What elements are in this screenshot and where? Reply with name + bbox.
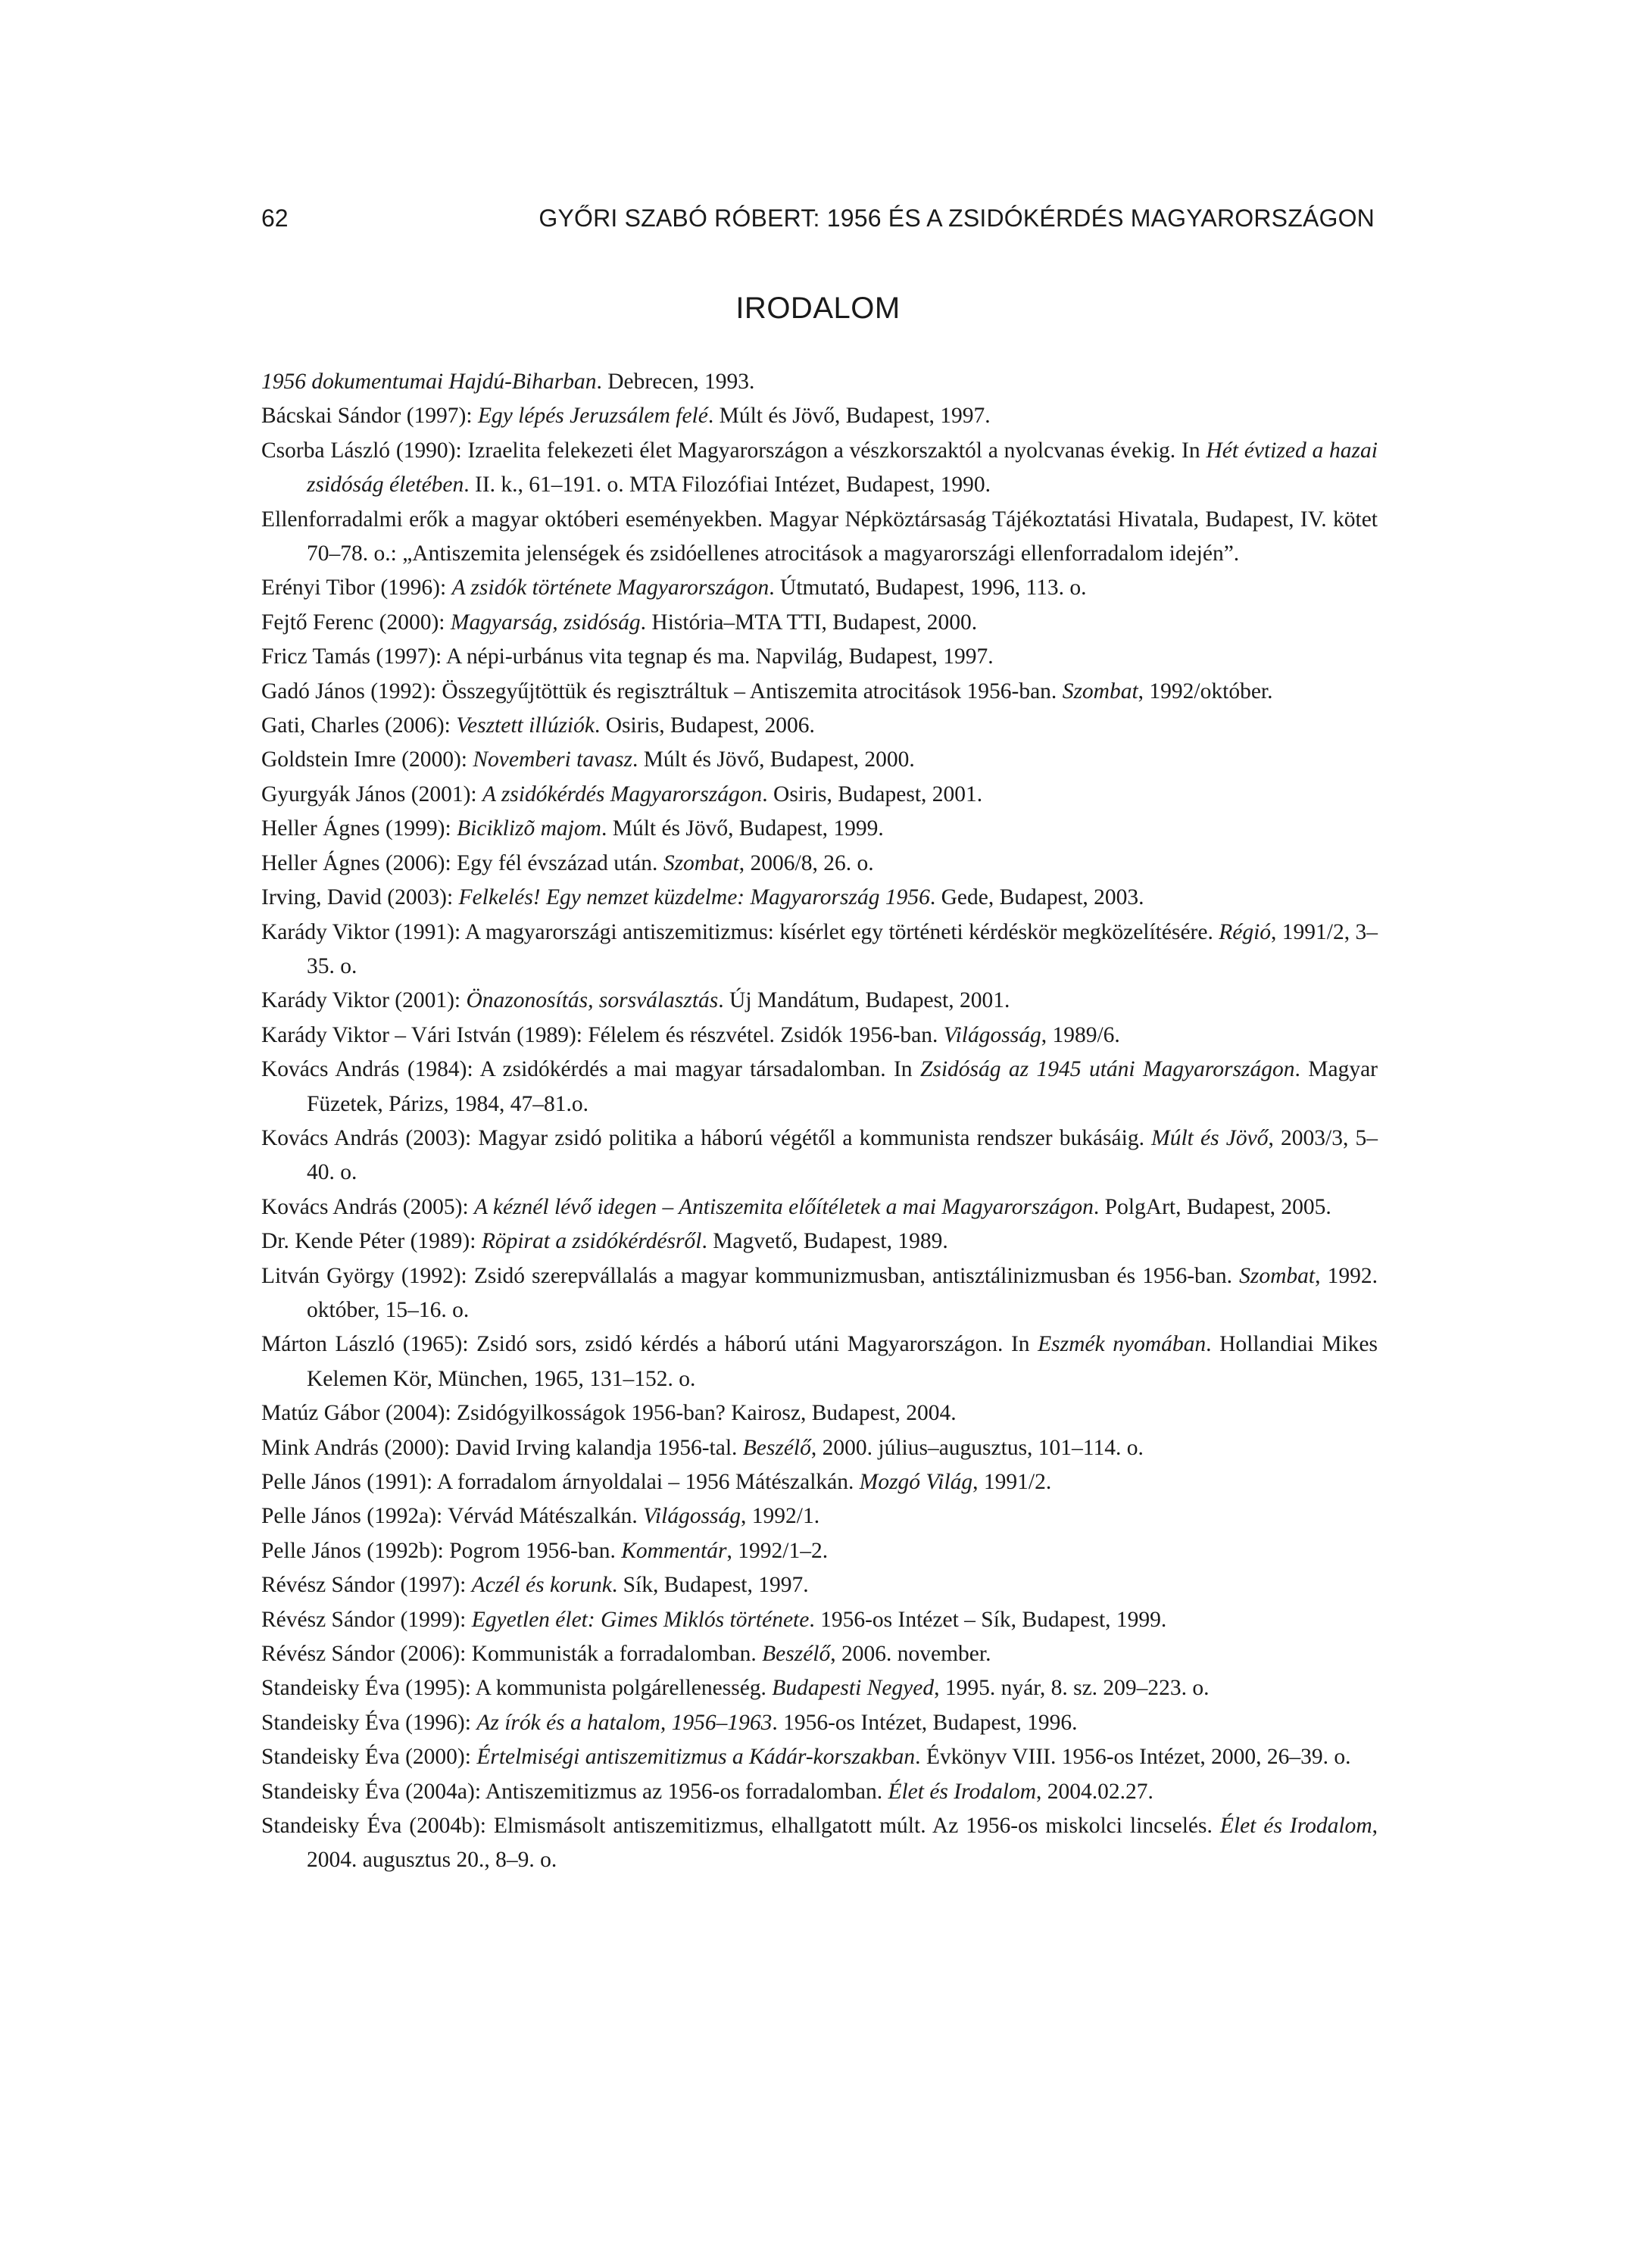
entry-title-italic: Mozgó Világ	[859, 1470, 973, 1494]
bibliography-entry	[261, 1603, 1378, 1637]
entry-text: Pelle János (1992a): Vérvád Mátészalkán.	[261, 1504, 644, 1529]
entry-text: Standeisky Éva (2004a): Antiszemitizmus az 1956-os forradalomban.	[261, 1779, 888, 1804]
entry-title-italic: Kommentár	[621, 1538, 727, 1563]
entry-title-italic: A zsidókérdés Magyarországon	[482, 781, 763, 806]
entry-title-italic: Szombat	[1239, 1263, 1316, 1288]
entry-text: . História–MTA TTI, Budapest, 2000.	[640, 610, 978, 635]
entry-text: Litván György (1992): Zsidó szerepvállalás a magyar kommunizmusban, antisztálinizmusban és 1956-ban.	[261, 1263, 1240, 1288]
entry-title-italic: Magyarság, zsidóság	[450, 610, 641, 635]
entry-title-italic: Egyetlen élet: Gimes Miklós története	[471, 1607, 810, 1632]
entry-title-italic: Beszélő	[762, 1642, 831, 1667]
bibliography-entry	[261, 1327, 1378, 1396]
entry-text: Révész Sándor (2006): Kommunisták a forradalomban.	[261, 1642, 763, 1667]
bibliography-entry	[261, 1224, 1378, 1259]
entry-text: . Új Mandátum, Budapest, 2001.	[718, 988, 1010, 1013]
bibliography-entry	[261, 1019, 1378, 1053]
bibliography-entry	[261, 812, 1378, 846]
entry-title-italic: Budapesti Negyed	[772, 1676, 935, 1701]
entry-title-italic: Eszmék nyomában	[1038, 1332, 1207, 1357]
entry-text: . Múlt és Jövő, Budapest, 2000.	[632, 747, 915, 772]
entry-text: . Osiris, Budapest, 2006.	[594, 713, 815, 738]
entry-text: . Múlt és Jövő, Budapest, 1997.	[707, 404, 991, 429]
entry-text: Bácskai Sándor (1997):	[261, 404, 478, 429]
entry-text: Standeisky Éva (2004b): Elmismásolt antiszemitizmus, elhallgatott múlt. Az 1956-os miskolci lincselés.	[261, 1814, 1220, 1839]
entry-title-italic: Szombat	[1062, 679, 1138, 703]
entry-text: , 1991/2, 3–35. o.	[307, 919, 1378, 978]
entry-text: Erényi Tibor (1996):	[261, 576, 452, 601]
entry-text: , 1992/október.	[1138, 679, 1273, 703]
entry-title-italic: Hét évtized a hazai zsidóság életében	[307, 438, 1378, 498]
bibliography-entry	[261, 1431, 1378, 1465]
bibliography-entry	[261, 916, 1378, 984]
entry-title-italic: Novemberi tavasz	[473, 747, 632, 772]
section-title: IRODALOM	[735, 292, 901, 325]
entry-text: . PolgArt, Budapest, 2005.	[1093, 1194, 1331, 1219]
bibliography-entry	[261, 1396, 1378, 1430]
entry-text: Pelle János (1991): A forradalom árnyoldalai – 1956 Mátészalkán.	[261, 1470, 860, 1494]
entry-text: Mink András (2000): David Irving kalandja 1956-tal.	[261, 1435, 743, 1460]
entry-text: , 2004. augusztus 20., 8–9. o.	[307, 1814, 1378, 1873]
bibliography-entry	[261, 1499, 1378, 1533]
entry-text: Standeisky Éva (1995): A kommunista polgárellenesség.	[261, 1676, 773, 1701]
entry-text: Dr. Kende Péter (1989):	[261, 1229, 482, 1254]
entry-title-italic: Világosság	[943, 1022, 1041, 1047]
entry-text: Irving, David (2003):	[261, 885, 459, 910]
bibliography-entry	[261, 640, 1378, 674]
bibliography-entry	[261, 847, 1378, 881]
entry-text: Pelle János (1992b): Pogrom 1956-ban.	[261, 1538, 622, 1563]
page-number: 62	[261, 204, 289, 232]
entry-text: Gadó János (1992): Összegyűjtöttük és regisztráltuk – Antiszemita atrocitások 1956-ban.	[261, 679, 1063, 703]
entry-title-italic: A zsidók története Magyarországon	[451, 576, 769, 601]
entry-text: Karády Viktor (2001):	[261, 988, 467, 1013]
entry-text: Révész Sándor (1999):	[261, 1607, 472, 1632]
entry-text: Fricz Tamás (1997): A népi-urbánus vita tegnap és ma. Napvilág, Budapest, 1997.	[261, 644, 994, 669]
entry-title-italic: Élet és Irodalom	[888, 1779, 1036, 1804]
entry-text: Karády Viktor – Vári István (1989): Félelem és részvétel. Zsidók 1956-ban.	[261, 1022, 944, 1047]
entry-text: , 1992/1–2.	[726, 1538, 829, 1563]
entry-text: , 1995. nyár, 8. sz. 209–223. o.	[934, 1676, 1210, 1701]
bibliography-entry	[261, 1190, 1378, 1224]
running-header	[261, 204, 1375, 241]
entry-title-italic: Szombat	[663, 850, 739, 875]
bibliography-entry	[261, 1465, 1378, 1499]
entry-text: . Útmutató, Budapest, 1996, 113. o.	[769, 576, 1087, 601]
entry-text: Fejtő Ferenc (2000):	[261, 610, 451, 635]
bibliography-entry	[261, 1706, 1378, 1740]
bibliography-entry	[261, 1809, 1378, 1878]
entry-title-italic: Élet és Irodalom	[1219, 1814, 1372, 1839]
entry-text: . Hollandiai Mikes Kelemen Kör, München, 1965, 131–152. o.	[307, 1332, 1378, 1391]
bibliography-entry	[261, 606, 1378, 640]
entry-title-italic: Aczél és korunk	[471, 1573, 612, 1598]
entry-text: Standeisky Éva (1996):	[261, 1710, 477, 1735]
entry-text: Révész Sándor (1997):	[261, 1573, 472, 1598]
bibliography-entry	[261, 1568, 1378, 1602]
entry-title-italic: Világosság	[643, 1504, 741, 1529]
entry-title-italic: Önazonosítás, sorsválasztás	[466, 988, 719, 1013]
entry-title-italic: Biciklizõ majom	[457, 816, 601, 841]
entry-text: . 1956-os Intézet, Budapest, 1996.	[772, 1710, 1078, 1735]
bibliography-entry	[261, 503, 1378, 572]
entry-text: Heller Ágnes (1999):	[261, 816, 457, 841]
entry-text: , 2004.02.27.	[1036, 1779, 1153, 1804]
bibliography-entry	[261, 434, 1378, 503]
bibliography-entry	[261, 881, 1378, 915]
entry-text: Matúz Gábor (2004): Zsidógyilkosságok 1956-ban? Kairosz, Budapest, 2004.	[261, 1401, 957, 1426]
bibliography-entry	[261, 778, 1378, 812]
entry-text: Heller Ágnes (2006): Egy fél évszázad után.	[261, 850, 663, 875]
bibliography-entry	[261, 984, 1378, 1018]
bibliography-entry	[261, 571, 1378, 605]
entry-text: , 2003/3, 5–40. o.	[307, 1125, 1378, 1185]
entry-text: . 1956-os Intézet – Sík, Budapest, 1999.	[809, 1607, 1167, 1632]
entry-text: . Gede, Budapest, 2003.	[929, 885, 1144, 910]
entry-text: Ellenforradalmi erők a magyar októberi eseményekben. Magyar Népköztársaság Tájékoztatási Hivatala, Budapest, IV. kötet 70–78. o.: „Antiszemita jelenségek és zsidóellenes atrocitások a magyarországi ellenforradalom idején”.	[261, 507, 1378, 566]
entry-title-italic: Régió	[1219, 919, 1272, 944]
running-title: GYŐRI SZABÓ RÓBERT: 1956 ÉS A ZSIDÓKÉRDÉS MAGYARORSZÁGON	[538, 204, 1375, 232]
entry-text: . II. k., 61–191. o. MTA Filozófiai Intézet, Budapest, 1990.	[464, 473, 991, 498]
entry-text: . Évkönyv VIII. 1956-os Intézet, 2000, 26–39. o.	[915, 1745, 1351, 1770]
entry-text: Gyurgyák János (2001):	[261, 781, 482, 806]
entry-text: , 2006/8, 26. o.	[738, 850, 874, 875]
entry-text: , 1989/6.	[1041, 1022, 1120, 1047]
entry-text: Márton László (1965): Zsidó sors, zsidó kérdés a háború utáni Magyarországon. In	[261, 1332, 1038, 1357]
entry-title-italic: A kéznél lévő idegen – Antiszemita előítéletek a mai Magyarországon	[474, 1194, 1094, 1219]
bibliography-entry	[261, 675, 1378, 709]
entry-text: Standeisky Éva (2000):	[261, 1745, 477, 1770]
entry-title-italic: Röpirat a zsidókérdésről	[481, 1229, 702, 1254]
bibliography-entry	[261, 1671, 1378, 1705]
entry-text: , 1991/2.	[972, 1470, 1052, 1494]
entry-text: . Magyar Füzetek, Párizs, 1984, 47–81.o.	[307, 1057, 1378, 1116]
entry-text: . Osiris, Budapest, 2001.	[762, 781, 983, 806]
entry-text: Goldstein Imre (2000):	[261, 747, 473, 772]
entry-title-italic: Beszélő	[742, 1435, 811, 1460]
bibliography-entry	[261, 1740, 1378, 1774]
entry-title-italic: Múlt és Jövő	[1151, 1125, 1269, 1150]
bibliography-entry	[261, 1122, 1378, 1190]
entry-title-italic: 1956 dokumentumai Hajdú-Biharban	[261, 370, 597, 394]
entry-title-italic: Zsidóság az 1945 utáni Magyarországon	[919, 1057, 1295, 1082]
entry-text: Kovács András (2003): Magyar zsidó politika a háború végétől a kommunista rendszer bukásáig.	[261, 1125, 1152, 1150]
bibliography-entry	[261, 743, 1378, 777]
entry-text: , 1992. október, 15–16. o.	[307, 1263, 1378, 1322]
entry-text: . Magvető, Budapest, 1989.	[701, 1229, 948, 1254]
bibliography-entry	[261, 1534, 1378, 1568]
entry-title-italic: Felkelés! Egy nemzet küzdelme: Magyarország 1956	[458, 885, 930, 910]
entry-text: , 2006. november.	[830, 1642, 991, 1667]
entry-text: . Múlt és Jövő, Budapest, 1999.	[601, 816, 884, 841]
entry-title-italic: Vesztett illúziók	[456, 713, 595, 738]
entry-text: Gati, Charles (2006):	[261, 713, 457, 738]
bibliography-entry	[261, 1775, 1378, 1809]
entry-text: , 2000. július–augusztus, 101–114. o.	[810, 1435, 1144, 1460]
entry-text: Kovács András (1984): A zsidókérdés a mai magyar társadalomban. In	[261, 1057, 920, 1082]
entry-title-italic: Értelmiségi antiszemitizmus a Kádár-korszakban	[476, 1745, 916, 1770]
entry-text: . Debrecen, 1993.	[596, 370, 755, 394]
entry-text: Kovács András (2005):	[261, 1194, 475, 1219]
entry-text: Karády Viktor (1991): A magyarországi antiszemitizmus: kísérlet egy történeti kérdéskör megközelítésére.	[261, 919, 1219, 944]
entry-title-italic: Az írók és a hatalom, 1956–1963	[476, 1710, 773, 1735]
bibliography-entry	[261, 1637, 1378, 1671]
entry-title-italic: Egy lépés Jeruzsálem felé	[477, 404, 708, 429]
entry-text: . Sík, Budapest, 1997.	[611, 1573, 809, 1598]
bibliography-entry	[261, 1259, 1378, 1328]
entry-text: Csorba László (1990): Izraelita felekezeti élet Magyarországon a vészkorszaktól a nyolcvanas évekig. In	[261, 438, 1207, 463]
bibliography-entry	[261, 399, 1378, 433]
bibliography-list	[261, 365, 1378, 1878]
bibliography-entry	[261, 365, 1378, 399]
entry-text: , 1992/1.	[741, 1504, 820, 1529]
bibliography-entry	[261, 1053, 1378, 1122]
bibliography-entry	[261, 709, 1378, 743]
